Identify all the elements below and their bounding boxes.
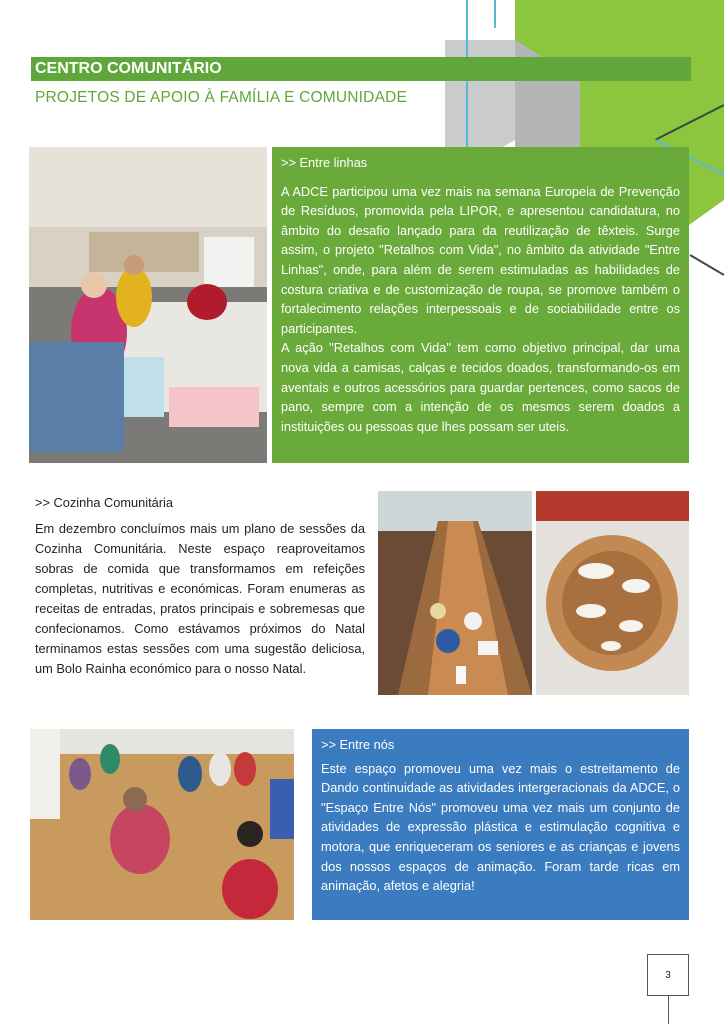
section-header-bar	[31, 57, 691, 81]
page-title: CENTRO COMUNITÁRIO	[35, 60, 222, 77]
entre-nos-text: Este espaço promoveu uma vez mais o estreitamento de Dando continuidade as atividades intergeracionais da ADCE, o "Espaço Entre Nós" promoveu uma vez mais um conjunto de atividades de expressão plástica e estimulação cognitiva e motora, que enriqueceram os seniores e as crianças e jovens dos nossos espaços de animação. Foram tarde ricas em animação, afetos e alegria!	[321, 760, 680, 894]
entre-linhas-box	[272, 147, 689, 463]
entre-nos-group-photo	[30, 729, 294, 920]
cozinha-title: >> Cozinha Comunitária	[35, 495, 173, 510]
entre-nos-box	[312, 729, 689, 920]
bolo-rainha-photo	[536, 491, 689, 695]
entre-nos-title: >> Entre nós	[321, 737, 395, 752]
page-number: 3	[647, 954, 689, 996]
page-number-line	[668, 996, 669, 1024]
entre-linhas-title: >> Entre linhas	[281, 155, 368, 170]
community-kitchen-table-photo	[378, 491, 532, 695]
page-subtitle: PROJETOS DE APOIO À FAMÍLIA E COMUNIDADE	[35, 89, 408, 106]
entre-linhas-paragraph-2: A ação "Retalhos com Vida" tem como objetivo principal, dar uma nova vida a camisas, calças e tecidos doados, transformando-os em aventais e outros acessórios para guardar pertences, como sacos de pano, sempre com a intenção de os mesmos serem doados a instituições ou pessoas que lhes possam ser uteis.	[281, 340, 680, 434]
entre-linhas-paragraph-1: A ADCE participou uma vez mais na semana Europeia de Prevenção de Resíduos, promovida pela LIPOR, e apresentou candidatura, no âmbito do desafio lançado para da reutilização de têxteis. Surge assim, o projeto "Retalhos com Vida", no âmbito da atividade "Entre Linhas", onde, para além de serem estimuladas as habilidades de costura criativa e de customização de roupa, se promove também o fortalecimento relações interpessoais e de sociabilidade entre os participantes.	[281, 183, 680, 336]
cozinha-text: Em dezembro concluímos mais um plano de sessões da Cozinha Comunitária. Neste espaço reaproveitamos sobras de comida que transformamos em refeições completas, nutritivas e económicas. Foram enumeras as receitas de entradas, pratos principais e sobremesas que confecionamos. Como estávamos próximos do Natal terminamos estas sessões com uma sugestão deliciosa, um Bolo Rainha económico para o nosso Natal.	[35, 521, 365, 676]
sewing-workshop-photo	[29, 147, 267, 463]
